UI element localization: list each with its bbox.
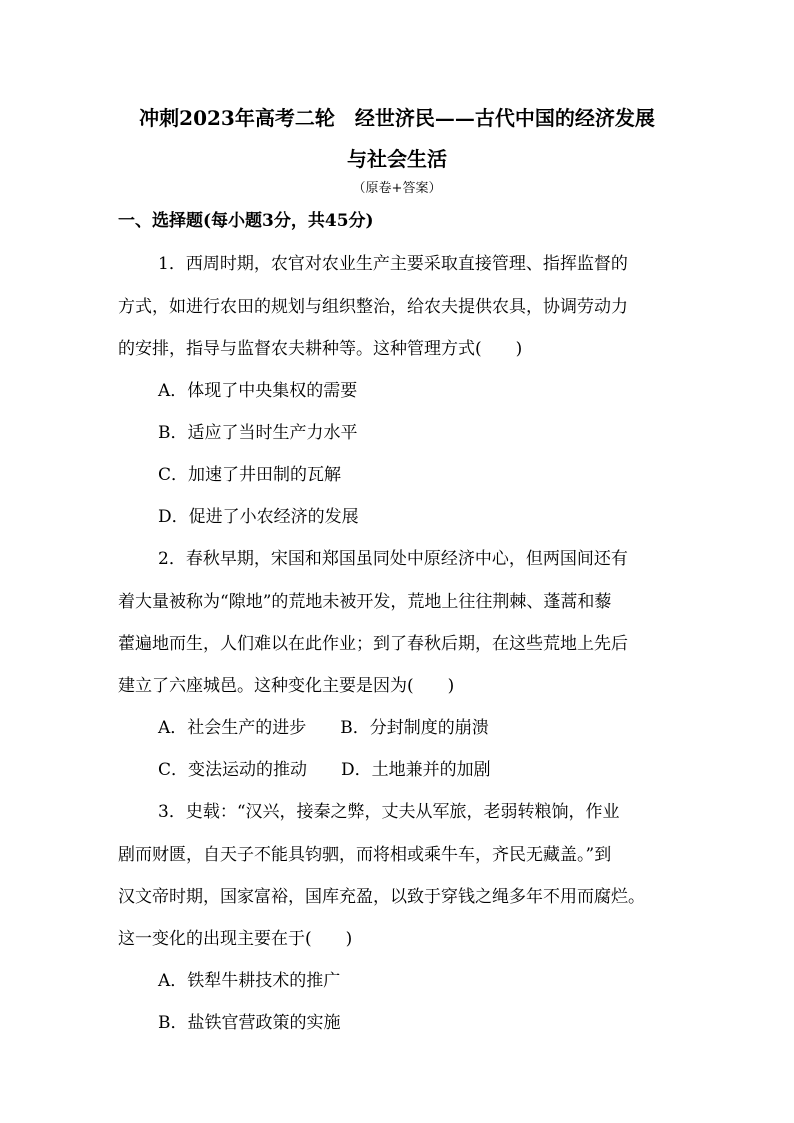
question-text-line: 汉文帝时期，国家富裕，国库充盈，以致于穿钱之绳多年不用而腐烂。 xyxy=(118,887,645,907)
question-text-line: 3．史载：“汉兴，接秦之弊，丈夫从军旅，老弱转粮饷，作业 xyxy=(158,802,620,822)
question-text-line: 藿遍地而生，人们难以在此作业；到了春秋后期，在这些荒地上先后 xyxy=(118,634,628,654)
question-text-line: 建立了六座城邑。这种变化主要是因为( ) xyxy=(118,676,455,696)
answer-option-d: D．土地兼并的加剧 xyxy=(341,760,491,780)
document-title-line-2: 与社会生活 xyxy=(347,147,447,171)
question-text-line: 的安排，指导与监督农夫耕种等。这种管理方式( ) xyxy=(118,339,523,359)
answer-option-a: A．体现了中央集权的需要 xyxy=(158,381,358,401)
answer-option-a: A．社会生产的进步 xyxy=(158,718,307,738)
answer-options-row xyxy=(158,717,489,739)
section-heading: 一、选择题(每小题3分，共45分) xyxy=(118,211,374,231)
question-text-line: 剧而财匮，自天子不能具钧驷，而将相或乘牛车，齐民无藏盖。”到 xyxy=(118,845,612,865)
answer-option-d: D．促进了小农经济的发展 xyxy=(158,507,359,527)
answer-option-c: C．变法运动的推动 xyxy=(158,760,308,780)
question-text-line: 方式，如进行农田的规划与组织整治，给农夫提供农具，协调劳动力 xyxy=(118,297,628,317)
answer-option-b: B．盐铁官营政策的实施 xyxy=(158,1013,341,1033)
answer-options-row xyxy=(158,759,491,781)
question-text-line: 这一变化的出现主要在于( ) xyxy=(118,929,353,949)
question-text-line: 2．春秋早期，宋国和郑国虽同处中原经济中心，但两国间还有 xyxy=(158,549,628,569)
document-subtitle: （原卷+答案） xyxy=(352,181,442,196)
answer-option-a: A．铁犁牛耕技术的推广 xyxy=(158,971,341,991)
answer-option-b: B．分封制度的崩溃 xyxy=(340,718,489,738)
document-title-line-1: 冲刺2023年高考二轮 经世济民——古代中国的经济发展 xyxy=(139,106,655,130)
question-text-line: 1．西周时期，农官对农业生产主要采取直接管理、指挥监督的 xyxy=(158,254,628,274)
answer-option-c: C．加速了井田制的瓦解 xyxy=(158,465,342,485)
answer-option-b: B．适应了当时生产力水平 xyxy=(158,423,358,443)
question-text-line: 着大量被称为“隙地”的荒地未被开发，荒地上往往荆棘、蓬蒿和藜 xyxy=(118,592,612,612)
